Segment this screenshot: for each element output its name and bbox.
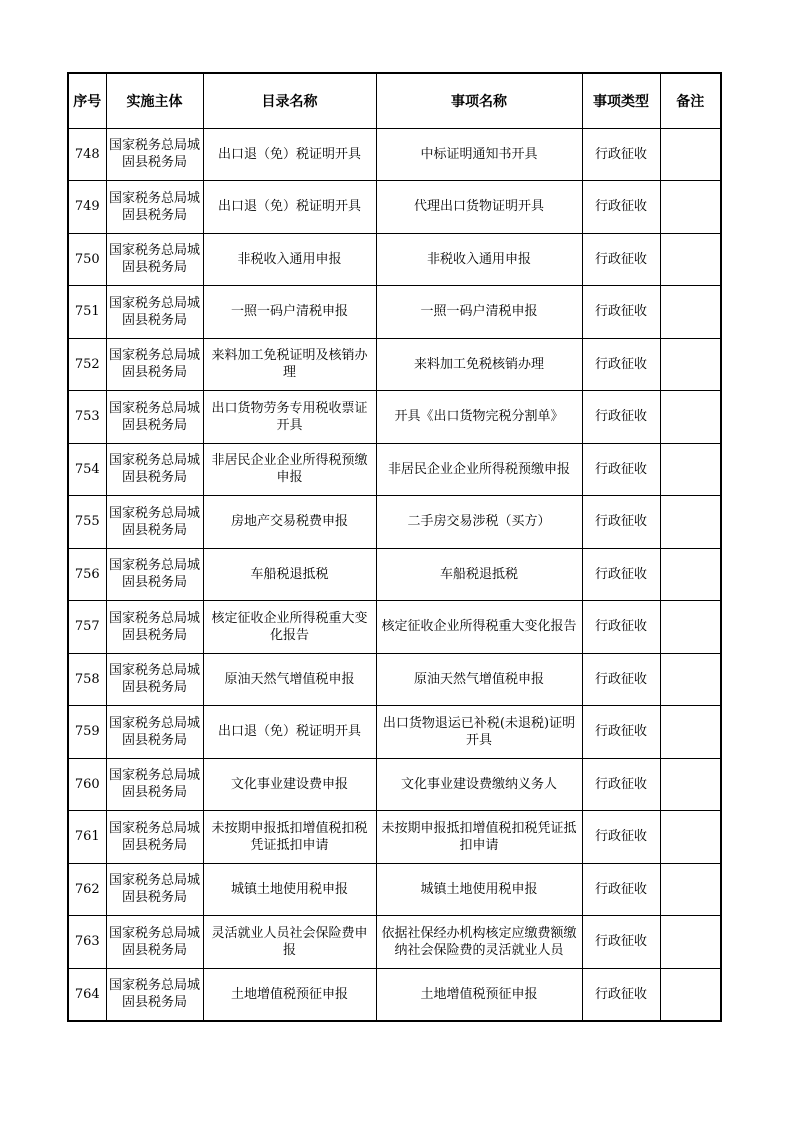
cell-item-name: 二手房交易涉税（买方） xyxy=(376,496,582,549)
cell-item-name: 非居民企业企业所得税预缴申报 xyxy=(376,443,582,496)
cell-catalog-name: 非居民企业企业所得税预缴申报 xyxy=(203,443,376,496)
cell-remarks xyxy=(660,181,721,234)
cell-item-name: 城镇土地使用税申报 xyxy=(376,863,582,916)
cell-item-type: 行政征收 xyxy=(582,706,660,759)
cell-item-type: 行政征收 xyxy=(582,128,660,181)
header-remarks: 备注 xyxy=(660,73,721,128)
table-row xyxy=(68,496,721,549)
cell-item-type: 行政征收 xyxy=(582,758,660,811)
cell-item-type: 行政征收 xyxy=(582,811,660,864)
table-row xyxy=(68,706,721,759)
table-row xyxy=(68,128,721,181)
table-row xyxy=(68,916,721,969)
cell-remarks xyxy=(660,286,721,339)
cell-catalog-name: 出口退（免）税证明开具 xyxy=(203,706,376,759)
tax-matters-table xyxy=(67,72,722,1022)
cell-implementing-body: 国家税务总局城固县税务局 xyxy=(106,338,203,391)
cell-item-type: 行政征收 xyxy=(582,653,660,706)
cell-item-type: 行政征收 xyxy=(582,391,660,444)
table-row xyxy=(68,233,721,286)
cell-remarks xyxy=(660,128,721,181)
cell-implementing-body: 国家税务总局城固县税务局 xyxy=(106,968,203,1021)
cell-catalog-name: 出口货物劳务专用税收票证开具 xyxy=(203,391,376,444)
cell-item-type: 行政征收 xyxy=(582,443,660,496)
cell-implementing-body: 国家税务总局城固县税务局 xyxy=(106,601,203,654)
cell-item-type: 行政征收 xyxy=(582,548,660,601)
cell-remarks xyxy=(660,443,721,496)
cell-catalog-name: 未按期申报抵扣增值税扣税凭证抵扣申请 xyxy=(203,811,376,864)
cell-remarks xyxy=(660,863,721,916)
header-catalog-name: 目录名称 xyxy=(203,73,376,128)
cell-item-type: 行政征收 xyxy=(582,916,660,969)
cell-remarks xyxy=(660,338,721,391)
cell-serial-number: 757 xyxy=(68,601,106,654)
cell-serial-number: 760 xyxy=(68,758,106,811)
cell-implementing-body: 国家税务总局城固县税务局 xyxy=(106,391,203,444)
cell-implementing-body: 国家税务总局城固县税务局 xyxy=(106,128,203,181)
cell-serial-number: 752 xyxy=(68,338,106,391)
table-header-row xyxy=(68,73,721,128)
cell-serial-number: 751 xyxy=(68,286,106,339)
cell-implementing-body: 国家税务总局城固县税务局 xyxy=(106,181,203,234)
cell-serial-number: 754 xyxy=(68,443,106,496)
cell-catalog-name: 车船税退抵税 xyxy=(203,548,376,601)
cell-implementing-body: 国家税务总局城固县税务局 xyxy=(106,496,203,549)
cell-implementing-body: 国家税务总局城固县税务局 xyxy=(106,706,203,759)
cell-item-name: 土地增值税预征申报 xyxy=(376,968,582,1021)
header-serial-number: 序号 xyxy=(68,73,106,128)
header-implementing-body: 实施主体 xyxy=(106,73,203,128)
cell-catalog-name: 来料加工免税证明及核销办理 xyxy=(203,338,376,391)
table-row xyxy=(68,286,721,339)
header-item-name: 事项名称 xyxy=(376,73,582,128)
cell-serial-number: 759 xyxy=(68,706,106,759)
cell-catalog-name: 出口退（免）税证明开具 xyxy=(203,181,376,234)
table-body xyxy=(68,128,721,1021)
cell-item-name: 代理出口货物证明开具 xyxy=(376,181,582,234)
cell-item-name: 未按期申报抵扣增值税扣税凭证抵扣申请 xyxy=(376,811,582,864)
table-row xyxy=(68,758,721,811)
cell-catalog-name: 城镇土地使用税申报 xyxy=(203,863,376,916)
cell-catalog-name: 核定征收企业所得税重大变化报告 xyxy=(203,601,376,654)
cell-item-name: 一照一码户清税申报 xyxy=(376,286,582,339)
cell-item-name: 车船税退抵税 xyxy=(376,548,582,601)
cell-item-name: 开具《出口货物完税分割单》 xyxy=(376,391,582,444)
table-row xyxy=(68,391,721,444)
cell-item-name: 核定征收企业所得税重大变化报告 xyxy=(376,601,582,654)
cell-implementing-body: 国家税务总局城固县税务局 xyxy=(106,443,203,496)
cell-remarks xyxy=(660,548,721,601)
cell-implementing-body: 国家税务总局城固县税务局 xyxy=(106,286,203,339)
table-row xyxy=(68,181,721,234)
header-item-type: 事项类型 xyxy=(582,73,660,128)
cell-serial-number: 764 xyxy=(68,968,106,1021)
cell-implementing-body: 国家税务总局城固县税务局 xyxy=(106,548,203,601)
cell-item-type: 行政征收 xyxy=(582,286,660,339)
table-row xyxy=(68,968,721,1021)
cell-remarks xyxy=(660,653,721,706)
cell-item-name: 依据社保经办机构核定应缴费额缴纳社会保险费的灵活就业人员 xyxy=(376,916,582,969)
table-row xyxy=(68,601,721,654)
cell-remarks xyxy=(660,758,721,811)
cell-serial-number: 750 xyxy=(68,233,106,286)
cell-item-type: 行政征收 xyxy=(582,496,660,549)
cell-implementing-body: 国家税务总局城固县税务局 xyxy=(106,653,203,706)
cell-catalog-name: 一照一码户清税申报 xyxy=(203,286,376,339)
cell-catalog-name: 原油天然气增值税申报 xyxy=(203,653,376,706)
table-row xyxy=(68,548,721,601)
cell-catalog-name: 出口退（免）税证明开具 xyxy=(203,128,376,181)
cell-serial-number: 762 xyxy=(68,863,106,916)
cell-item-name: 出口货物退运已补税(未退税)证明开具 xyxy=(376,706,582,759)
cell-item-type: 行政征收 xyxy=(582,601,660,654)
cell-item-type: 行政征收 xyxy=(582,968,660,1021)
cell-remarks xyxy=(660,811,721,864)
cell-item-type: 行政征收 xyxy=(582,863,660,916)
cell-catalog-name: 文化事业建设费申报 xyxy=(203,758,376,811)
table-row xyxy=(68,863,721,916)
table-row xyxy=(68,338,721,391)
cell-remarks xyxy=(660,968,721,1021)
cell-item-name: 文化事业建设费缴纳义务人 xyxy=(376,758,582,811)
cell-item-name: 原油天然气增值税申报 xyxy=(376,653,582,706)
cell-implementing-body: 国家税务总局城固县税务局 xyxy=(106,916,203,969)
cell-remarks xyxy=(660,496,721,549)
cell-serial-number: 761 xyxy=(68,811,106,864)
table-row xyxy=(68,653,721,706)
cell-item-name: 中标证明通知书开具 xyxy=(376,128,582,181)
cell-serial-number: 748 xyxy=(68,128,106,181)
cell-remarks xyxy=(660,233,721,286)
cell-item-name: 非税收入通用申报 xyxy=(376,233,582,286)
table-row xyxy=(68,811,721,864)
cell-item-type: 行政征收 xyxy=(582,233,660,286)
cell-serial-number: 758 xyxy=(68,653,106,706)
cell-catalog-name: 房地产交易税费申报 xyxy=(203,496,376,549)
cell-item-type: 行政征收 xyxy=(582,338,660,391)
cell-implementing-body: 国家税务总局城固县税务局 xyxy=(106,758,203,811)
cell-catalog-name: 土地增值税预征申报 xyxy=(203,968,376,1021)
cell-item-name: 来料加工免税核销办理 xyxy=(376,338,582,391)
cell-serial-number: 755 xyxy=(68,496,106,549)
cell-implementing-body: 国家税务总局城固县税务局 xyxy=(106,863,203,916)
cell-remarks xyxy=(660,916,721,969)
cell-item-type: 行政征收 xyxy=(582,181,660,234)
cell-implementing-body: 国家税务总局城固县税务局 xyxy=(106,811,203,864)
cell-remarks xyxy=(660,706,721,759)
cell-serial-number: 756 xyxy=(68,548,106,601)
cell-remarks xyxy=(660,391,721,444)
table-row xyxy=(68,443,721,496)
cell-serial-number: 749 xyxy=(68,181,106,234)
cell-serial-number: 753 xyxy=(68,391,106,444)
cell-catalog-name: 非税收入通用申报 xyxy=(203,233,376,286)
cell-implementing-body: 国家税务总局城固县税务局 xyxy=(106,233,203,286)
cell-serial-number: 763 xyxy=(68,916,106,969)
cell-catalog-name: 灵活就业人员社会保险费申报 xyxy=(203,916,376,969)
cell-remarks xyxy=(660,601,721,654)
